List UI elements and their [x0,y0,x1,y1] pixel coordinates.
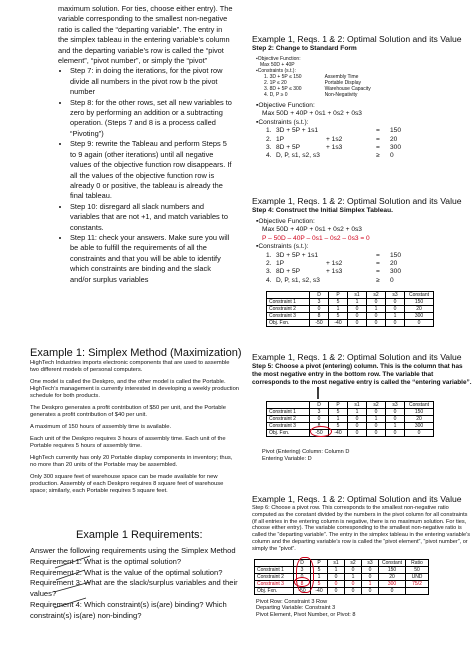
requirement-item: Requirement 4: Which constraint(s) is(are) binding? Which constraint(s) is(are) non-binding? [30,599,227,620]
slide-standard-form: Example 1, Reqs. 1 & 2: Optimal Solution and its Value Step 2: Change to Standard Form ▪Objective Function: Max 50D + 40P ▪Constraints (s.t.): 1. 3D + 5P ≤ 150 Assembly Time 2. 1P ≤ 20 Portable Display 3. 8D + 5P ≤ 300 Warehouse Capacity 4. D, P ≥ 0 Non-Negativity ▪Objective Function: Max 50D + 40P + 0s1 + 0s2 + 0s3 ▪Constraints (s.t.): 1. 3D + 5P + 1s1 = 150 2. 1P + 1s2 = 20 3. 8D + 5P + 1s3 = 300 4. D, P, s1, s2, s3 ≥ 0 [252,34,472,161]
table-cell: 1 [386,423,405,430]
pivot-row-tableau [254,559,429,595]
table-cell: 1 [386,313,405,320]
table-cell: 150 [379,566,406,573]
table-cell: 0 [345,566,362,573]
constraint-expr: 8D + 5P [276,268,301,276]
table-cell: 150 [405,409,434,416]
table-row [267,430,434,437]
pivot-row-note: Pivot Row: Constraint 3 Row [256,598,328,605]
constraint-number: 3. [266,268,272,276]
table-cell: 5 [329,423,348,430]
constraint-mid: + 1s3 [326,144,343,152]
table-cell: 300 [405,313,434,320]
table-cell [267,402,310,409]
slide-title: Example 1, Reqs. 1 & 2: Optimal Solution and its Value [252,196,462,206]
table-cell [255,559,294,566]
step-item: • Step 7: in doing the iterations, for the pivot row divide all numbers in the pivot row b the pivot number [70,66,233,97]
table-cell: 0 [328,573,345,580]
example-body [30,360,240,500]
objective-value: Max 50D + 40P + 0s1 + 0s2 + 0s3 [262,226,362,234]
table-cell: 0 [294,573,311,580]
table-cell [406,587,429,594]
table-cell: 3 [310,299,329,306]
table-cell: 0 [328,580,345,587]
table-cell: 0 [348,423,367,430]
table-cell: 5 [311,566,328,573]
table-cell: Constraint 3 [267,423,310,430]
constraint-number: 1. [264,74,269,80]
example-paragraph: Each unit of the Deskpro requires 3 hours of assembly time. Each unit of the Portable requires 5 hours of assembly time. [30,436,226,449]
example-paragraph: The Deskpro generates a profit contribution of $50 per unit, and the Portable generates a profit contribution of $40 per unit. [30,405,226,418]
pen-stroke [55,556,90,568]
slide-pivot-row [252,494,472,619]
step-item: • Step 10: disregard all slack numbers and variables that are not +1, and match variables to constants. [70,202,233,233]
constraint-row [256,92,472,98]
table-cell: s3 [386,402,405,409]
table-cell: 0 [328,587,345,594]
objective-label: Objective Function: [257,56,301,62]
slide-title: Example 1, Reqs. 1 & 2: Optimal Solution and its Value [252,34,462,44]
pivot-element-circle [294,577,310,587]
steps-list [58,66,233,285]
constraint-row [256,136,472,144]
table-cell: 0 [367,320,386,327]
table-cell: 75/2 [406,580,429,587]
constraint-eq: = [376,144,380,152]
table-cell: 1 [348,409,367,416]
table-cell: s3 [386,292,405,299]
example-paragraph: Only 300 square feet of warehouse space can be made available for new production. Assembly of each Deskpro requires 8 square feet of warehouse space; similarly, each Portable requires 5 square feet. [30,474,224,494]
table-cell: 0 [386,430,405,437]
constraint-row [256,127,472,135]
table-cell: Obj. Fxn. [255,587,294,594]
slide-text: Step 5: Choose a pivot (entering) column. This is the column that has the most negative entry in the bottom row. The variable that corresponds to the most negative entry is called the “entering variable”. [252,363,472,386]
table-cell: 0 [379,587,406,594]
table-cell [267,292,310,299]
pivot-column-note: Pivot (Entering) Column: Column D [262,449,350,455]
table-cell: 0 [386,320,405,327]
table-cell: -50 [294,587,311,594]
pivot-column-circle [310,426,332,437]
slide-subtitle: Step 2: Change to Standard Form [252,45,357,52]
table-cell: Constraint 2 [267,306,310,313]
constraint-eq: = [376,260,380,268]
objective-rearranged: P – 50D – 40P – 0s1 – 0s2 – 0s3 = 0 [262,234,370,242]
table-cell: Ratio [406,559,429,566]
constraint-desc: Assembly Time [324,74,359,80]
table-cell: Constant [379,559,406,566]
constraint-desc: Portable Display [324,80,361,86]
steps-intro: maximum solution. For ties, choose either entry). The variable corresponding to the smallest non-negative ratio is called the “departing variable”. The entry in the simplex tableau in the entering variable’s column and the departing variable’s row is called the “pivot element”, “pivot number”, or simply the “pivot” [58,4,233,66]
constraint-rhs: 150 [390,251,402,259]
table-cell: 0 [386,409,405,416]
table-header-row [267,402,434,409]
constraints-label: Constraints (s.t.): [258,118,309,126]
table-cell: P [329,402,348,409]
table-cell: 20 [405,416,434,423]
constraint-rhs: 20 [390,260,398,268]
table-cell: 0 [348,430,367,437]
table-cell: 0 [345,587,362,594]
table-cell: 5 [329,299,348,306]
constraint-eq: = [376,127,380,135]
table-cell: Constraint 1 [255,566,294,573]
table-row [267,306,434,313]
constraints-label: Constraints (s.t.): [257,68,296,74]
table-cell: 1 [345,573,362,580]
table-cell: P [329,292,348,299]
table-row [255,566,429,573]
constraint-number: 4. [266,152,272,160]
example-paragraph: One model is called the Deskpro, and the other model is called the Portable. HighTech’s management is currently interested in developing a weekly production schedule for both products. [30,379,240,399]
table-cell: 0 [367,299,386,306]
step-item: • Step 8: for the other rows, set all new variables to zero by performing an addition or a subtracting operation. (Steps 7 and 8 is a process called “Pivoting”) [70,98,233,140]
constraint-expr: 8D + 5P [276,144,301,152]
table-cell: 300 [405,423,434,430]
slide-text: Step 6: Choose a pivot row. This corresponds to the smallest non-negative ratio computed as the constant divided by the numbers in the pivot column for all constraints (if all entries in the entering column is negative, there is no maximum solution. For ties, choose either entry). The variable corresponding to the smallest non-negative ratio is called the “departing variable”. The entry in the simplex tableau in the entering variable’s column and the departing variable’s row is called the “pivot element”, “pivot number”, or simply the “pivot”. [252,505,471,552]
table-cell: 8 [310,313,329,320]
initial-tableau [266,291,434,327]
table-cell: 1 [367,306,386,313]
constraint-number: 3. [266,144,272,152]
table-cell: 0 [405,430,434,437]
table-cell: -40 [329,320,348,327]
table-cell: 0 [310,306,329,313]
constraint-mid: + 1s2 [326,260,343,268]
constraint-row [256,144,472,152]
constraint-expr: 3D + 5P + 1s1 [276,251,319,259]
table-cell: UND [406,573,429,580]
constraint-rhs: 0 [390,152,394,160]
objective-label: Objective Function: [258,218,315,225]
constraint-eq: = [376,268,380,276]
table-cell: 0 [362,573,379,580]
table-cell: Constant [405,402,434,409]
constraint-desc: Warehouse Capacity [324,86,371,92]
table-cell: 3 [294,566,311,573]
step-item: • Step 11: check your answers. Make sure you will be able to fulfill the requirements of all the constraints and that you will be able to identify which constraints are binding and the slack and/or surplus variables [70,233,233,285]
constraint-expr: 1P ≤ 20 [269,80,287,86]
example-paragraph: HighTech Industries imports electronic components that are used to assemble two different models of personal computers. [30,360,230,373]
step-item: • Step 9: rewrite the Tableau and perform Steps 5 to 9 again (other iterations) until all negative values of the objective function row disappears. If all the values of the objective function row is already 0 or positive, the tableau is already the final tableau. [70,139,233,201]
table-cell: D [310,292,329,299]
table-cell: 5 [329,313,348,320]
table-cell: Constraint 3 [267,313,310,320]
constraint-row [256,152,472,160]
pen-stroke [54,598,86,608]
table-header-row [267,292,434,299]
requirement-item: Requirement 3: What are the slack/surplus variables and their values? [30,578,238,599]
table-cell: Obj. Fxn. [267,320,310,327]
table-cell: -50 [310,430,329,437]
constraint-rhs: 0 [390,276,394,284]
constraint-rhs: 300 [390,268,402,276]
table-row [255,587,429,594]
objective-value: Max 50D + 40P [260,62,295,68]
table-cell: s2 [367,292,386,299]
table-cell: 0 [386,299,405,306]
table-cell: -40 [329,430,348,437]
table-cell: 50 [406,566,429,573]
table-row [255,580,429,587]
table-cell: 0 [345,580,362,587]
constraint-number: 1. [266,127,272,135]
constraint-expr: 1P [276,135,285,143]
constraint-eq: = [376,135,380,143]
constraint-eq: = [376,251,380,259]
table-cell: 1 [348,299,367,306]
table-row [267,313,434,320]
table-row [267,423,434,430]
constraint-row [256,268,472,276]
table-cell: 0 [348,416,367,423]
table-cell: 1 [367,416,386,423]
table-cell: 0 [362,587,379,594]
pivot-column-tableau [266,401,434,437]
table-cell: 0 [386,306,405,313]
table-cell: s1 [348,402,367,409]
pivot-column-circle [296,557,314,593]
table-cell: s2 [367,402,386,409]
constraint-number: 1. [266,251,272,259]
constraint-eq: ≥ [376,276,380,284]
table-cell: s1 [348,292,367,299]
table-cell: Constraint 3 [255,580,294,587]
table-row [267,416,434,423]
pen-stroke [54,582,90,592]
table-cell: Constraint 2 [267,416,310,423]
example-paragraph: HighTech currently has only 20 Portable display components in inventory; thus, no more than 20 units of the Portable may be assembled. [30,455,233,468]
table-row [267,409,434,416]
table-cell: 150 [405,299,434,306]
table-cell: P [311,559,328,566]
table-cell: 8 [310,423,329,430]
constraint-mid: + 1s2 [326,135,343,143]
table-cell: Constraint 1 [267,409,310,416]
requirement-item: Requirement 2: What is the value of the optimal solution? [30,567,223,577]
table-cell: Constraint 2 [255,573,294,580]
table-cell: 1 [362,580,379,587]
slide-subtitle: Step 4: Construct the Initial Simplex Tableau. [252,207,393,214]
constraints-label: Constraints (s.t.): [258,243,309,251]
table-cell: 0 [367,409,386,416]
requirements-title: Example 1 Requirements: [76,529,203,541]
slide-initial-tableau: Example 1, Reqs. 1 & 2: Optimal Solution and its Value Step 4: Construct the Initial Simplex Tableau. ▪Objective Function: Max 50D + 40P + 0s1 + 0s2 + 0s3 P – 50D – 40P – 0s1 – 0s2 – 0s3 = 0 ▪Constraints (s.t.): 1. 3D + 5P + 1s1 = 150 2. 1P + 1s2 = 20 3. 8D + 5P + 1s3 = 300 4. D, P, s1, s2, s3 ≥ 0 D P s1 s2 s3 Constant Constraint 1 3 5 1 0 0 150 Constraint 2 0 1 0 1 0 20 Constraint 3 8 5 0 0 1 300 Obj. Fxn. -50 -40 0 0 0 0 [252,196,472,327]
table-cell: 0 [310,416,329,423]
objective-label: Objective Function: [258,102,315,109]
table-cell: Constant [405,292,434,299]
slide-title: Example 1, Reqs. 1 & 2: Optimal Solution and its Value [252,494,462,504]
constraint-expr: 3D + 5P ≤ 150 [269,74,302,80]
pivot-element-note: Pivot Element, Pivot Number, or Pivot: 8 [256,612,356,619]
constraint-mid: + 1s3 [326,268,343,276]
slide-pivot-column [252,352,472,463]
table-cell: 300 [379,580,406,587]
table-cell: -50 [310,320,329,327]
example-title: Example 1: Simplex Method (Maximization) [30,347,242,359]
constraint-rhs: 150 [390,127,402,135]
constraint-number: 2. [266,260,272,268]
constraint-expr: D, P, s1, s2, s3 [276,276,320,284]
constraint-expr: 1P [276,260,285,268]
entering-variable-note: Entering Variable: D [262,456,312,462]
constraint-number: 2. [266,135,272,143]
table-cell: 8 [294,580,311,587]
pen-stroke [56,570,85,580]
table-cell: 0 [386,416,405,423]
constraint-number: 3. [264,86,269,92]
table-cell: 20 [405,306,434,313]
constraint-number: 4. [264,92,269,98]
table-cell: s1 [328,559,345,566]
table-row [267,320,434,327]
table-cell: D [294,559,311,566]
constraint-expr: D, P ≥ 0 [269,92,288,98]
table-cell: 0 [348,313,367,320]
constraint-number: 2. [264,80,269,86]
table-cell: 1 [329,306,348,313]
table-cell: 0 [348,306,367,313]
table-cell: -40 [311,587,328,594]
constraint-expr: 8D + 5P ≤ 300 [269,86,302,92]
constraint-eq: ≥ [376,152,380,160]
constraint-desc: Non-Negativity [324,92,358,98]
constraint-row [256,277,472,285]
table-cell: 0 [367,313,386,320]
arrow-down-icon [314,387,322,401]
table-cell: 0 [362,566,379,573]
table-cell: s3 [362,559,379,566]
constraint-expr: D, P, s1, s2, s3 [276,152,320,160]
table-row [267,299,434,306]
constraint-row [256,252,472,260]
table-cell: 0 [367,423,386,430]
example-paragraph: A maximum of 150 hours of assembly time is available. [30,424,172,430]
constraint-rhs: 20 [390,135,398,143]
table-cell: D [310,402,329,409]
table-cell: 0 [367,430,386,437]
table-row [255,573,429,580]
table-cell: 3 [310,409,329,416]
table-cell: 1 [328,566,345,573]
table-header-row [255,559,429,566]
requirement-item: Requirement 1: What is the optimal solution? [30,556,182,566]
departing-variable-note: Departing Variable: Constraint 3 [256,605,336,612]
table-cell: 5 [311,580,328,587]
constraint-row [256,260,472,268]
steps-section [58,4,233,285]
constraint-expr: 3D + 5P + 1s1 [276,127,319,135]
requirements-intro: Answer the following requirements using the Simplex Method [30,546,236,555]
constraint-rhs: 300 [390,144,402,152]
table-cell: 0 [405,320,434,327]
constraint-number: 4. [266,276,272,284]
table-cell: s2 [345,559,362,566]
objective-value: Max 50D + 40P + 0s1 + 0s2 + 0s3 [262,110,362,118]
table-cell: 5 [329,409,348,416]
table-cell: 20 [379,573,406,580]
handwritten-marks [50,548,110,658]
table-cell: 1 [311,573,328,580]
table-cell: 0 [348,320,367,327]
table-cell: Constraint 1 [267,299,310,306]
slide-title: Example 1, Reqs. 1 & 2: Optimal Solution and its Value [252,352,462,362]
table-cell: Obj. Fxn. [267,430,310,437]
table-cell: 1 [329,416,348,423]
